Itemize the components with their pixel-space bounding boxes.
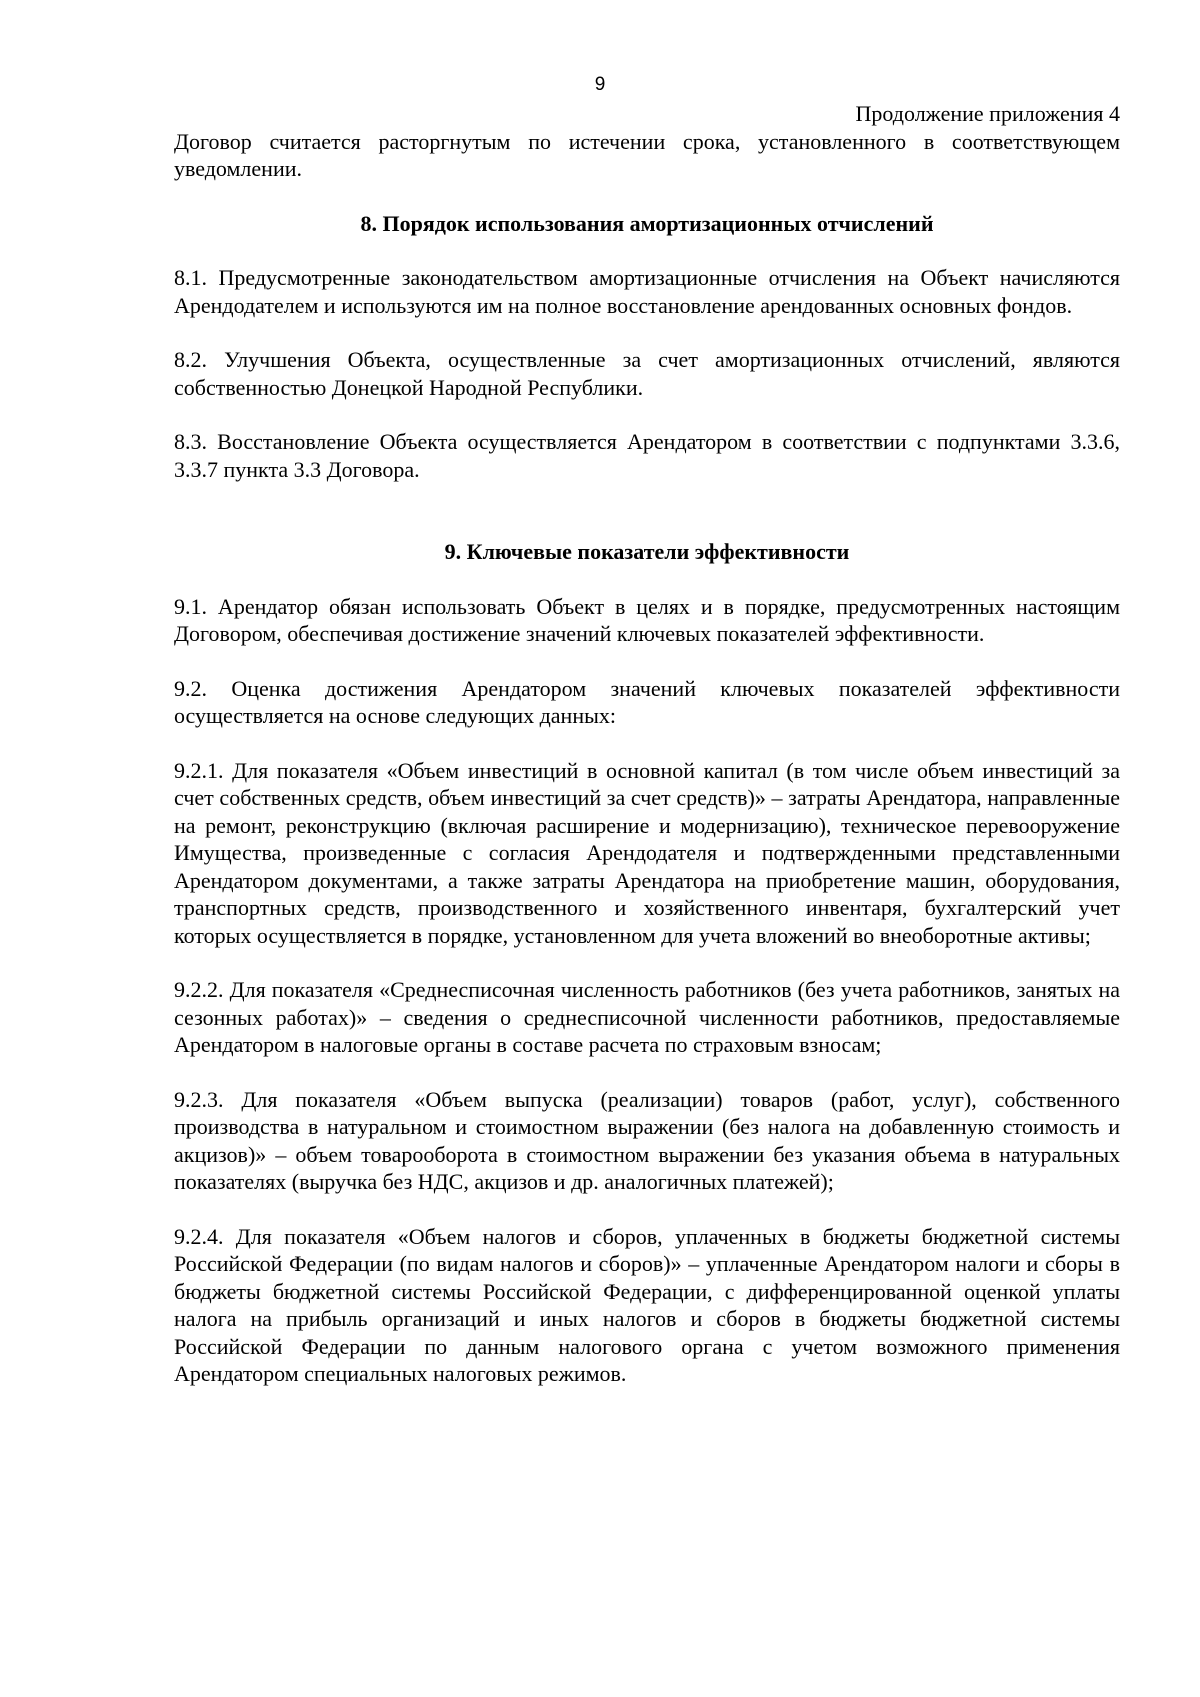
intro-paragraph: Договор считается расторгнутым по истечении срока, установленного в соответствующем уведомлении.: [174, 128, 1120, 181]
paragraph-9-2-1: 9.2.1. Для показателя «Объем инвестиций в основной капитал (в том числе объем инвестиций за счет собственных средств, объем инвестиций за счет средств)» – затраты Арендатора, направленные на ремонт, реконструкцию (включая расширение и модернизацию), техническое перевооружение Имущества, произведенные с согласия Арендодателя и подтвержденными представленными Арендатором документами, а также затраты Арендатора на приобретение машин, оборудования, транспортных средств, производственного и хозяйственного инвентаря, бухгалтерский учет которых осуществляется в порядке, установленном для учета вложений во внеоборотные активы;: [174, 757, 1120, 948]
paragraph-9-2: 9.2. Оценка достижения Арендатором значений ключевых показателей эффективности осуществляется на основе следующих данных:: [174, 675, 1120, 728]
paragraph-8-1: 8.1. Предусмотренные законодательством амортизационные отчисления на Объект начисляются Арендодателем и используются им на полное восстановление арендованных основных фондов.: [174, 265, 1120, 318]
appendix-continuation-label: Продолжение приложения 4: [855, 101, 1120, 126]
paragraph-9-2-3: 9.2.3. Для показателя «Объем выпуска (реализации) товаров (работ, услуг), собственного производства в натуральном и стоимостном выражении (без налога на добавленную стоимость и акцизов)» – объем товарооборота в стоимостном выражении без указания объема в натуральных показателях (выручка без НДС, акцизов и др. аналогичных платежей);: [174, 1086, 1120, 1194]
document-body: [174, 100, 1120, 1388]
paragraph-8-2: 8.2. Улучшения Объекта, осуществленные за счет амортизационных отчислений, являются собственностью Донецкой Народной Республики.: [174, 347, 1120, 400]
paragraph-9-2-2: 9.2.2. Для показателя «Среднесписочная численность работников (без учета работников, занятых на сезонных работах)» – сведения о среднесписочной численности работников, предоставляемые Арендатором в налоговые органы в составе расчета по страховым взносам;: [174, 977, 1120, 1057]
paragraph-8-3: 8.3. Восстановление Объекта осуществляется Арендатором в соответствии с подпунктами 3.3.6, 3.3.7 пункта 3.3 Договора.: [174, 429, 1120, 482]
section-8-heading: 8. Порядок использования амортизационных отчислений: [360, 210, 934, 236]
paragraph-9-2-4: 9.2.4. Для показателя «Объем налогов и сборов, уплаченных в бюджеты бюджетной системы Российской Федерации (по видам налогов и сборов)» – уплаченные Арендатором налоги и сборы в бюджеты бюджетной системы Российской Федерации, с дифференцированной оценкой уплаты налога на прибыль организаций и иных налогов и сборов в бюджеты бюджетной системы Российской Федерации по данным налогового органа с учетом возможного применения Арендатором специальных налоговых режимов.: [174, 1223, 1120, 1386]
paragraph-9-1: 9.1. Арендатор обязан использовать Объект в целях и в порядке, предусмотренных настоящим Договором, обеспечивая достижение значений ключевых показателей эффективности.: [174, 593, 1120, 646]
section-9-heading: 9. Ключевые показатели эффективности: [444, 539, 850, 564]
page-number: 9: [594, 74, 606, 95]
